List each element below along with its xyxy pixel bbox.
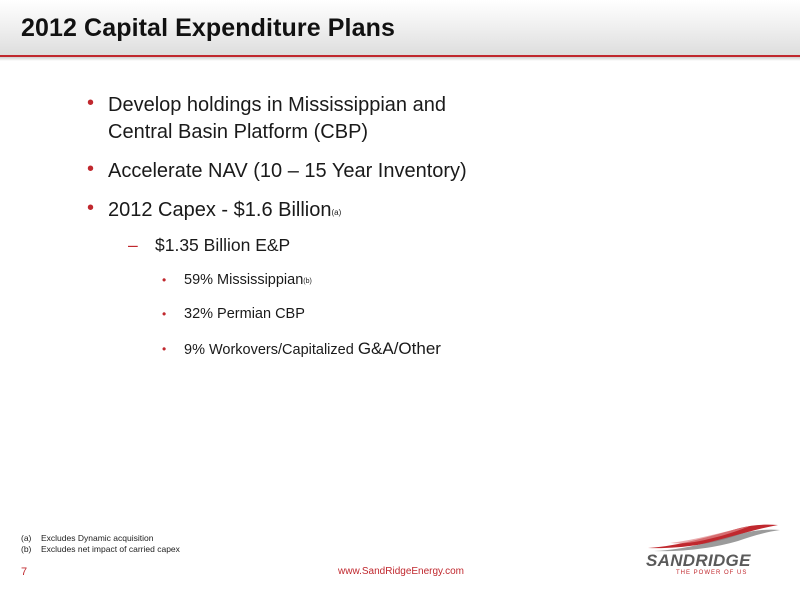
sandridge-logo (640, 522, 782, 580)
sub-sub-bullet-item (162, 304, 305, 324)
bullet-text: Accelerate NAV (10 – 15 Year Inventory) (108, 160, 467, 182)
sub-sub-bullet-text: 59% Mississippian (184, 272, 304, 288)
sub-bullet-item (128, 233, 291, 257)
bullet-item (87, 92, 446, 119)
bullet-item (87, 197, 342, 224)
footnote-b (21, 544, 180, 554)
footnote-text: Excludes Dynamic acquisition (41, 533, 154, 543)
bullet-text: 2012 Capex - $1.6 Billion (108, 199, 332, 221)
bullet-continuation (108, 119, 368, 146)
sandridge-logo-mark-icon (640, 522, 782, 552)
logo-tagline: THE POWER OF US (676, 570, 748, 576)
bullet-text: Central Basin Platform (CBP) (108, 121, 369, 143)
bullet-text: Develop holdings in Mississippian and (108, 94, 446, 116)
footnote-a (21, 533, 153, 543)
dash-icon: – (128, 235, 138, 255)
bullet-dot-icon: • (87, 92, 95, 114)
footnote-marker: (a) (21, 533, 32, 543)
bullet-item (87, 158, 467, 185)
title-shadow-rule (0, 57, 800, 61)
bullet-dot-icon: • (162, 273, 167, 287)
sub-bullet-text: $1.35 Billion E&P (155, 235, 291, 255)
sub-sub-bullet-text-large: G&A/Other (357, 339, 441, 358)
sub-sub-bullet-text: 32% Permian CBP (184, 306, 305, 322)
page-number: 7 (21, 566, 28, 578)
footnote-ref: (a) (331, 208, 342, 217)
sub-sub-bullet-item (162, 270, 312, 290)
footnote-ref: (b) (303, 278, 312, 285)
bullet-dot-icon: • (162, 342, 167, 356)
sub-sub-bullet-item (162, 339, 441, 360)
footer-url-link[interactable]: www.SandRidgeEnergy.com (338, 566, 464, 577)
logo-wordmark: SANDRIDGE (646, 551, 751, 570)
title-bar (0, 0, 800, 55)
sub-sub-bullet-text: 9% Workovers/Capitalized (184, 342, 358, 358)
footnote-marker: (b) (21, 544, 32, 554)
bullet-dot-icon: • (87, 158, 95, 180)
footnote-text: Excludes net impact of carried capex (41, 544, 180, 554)
slide-title: 2012 Capital Expenditure Plans (21, 14, 395, 42)
bullet-dot-icon: • (162, 307, 167, 321)
bullet-dot-icon: • (87, 197, 95, 219)
